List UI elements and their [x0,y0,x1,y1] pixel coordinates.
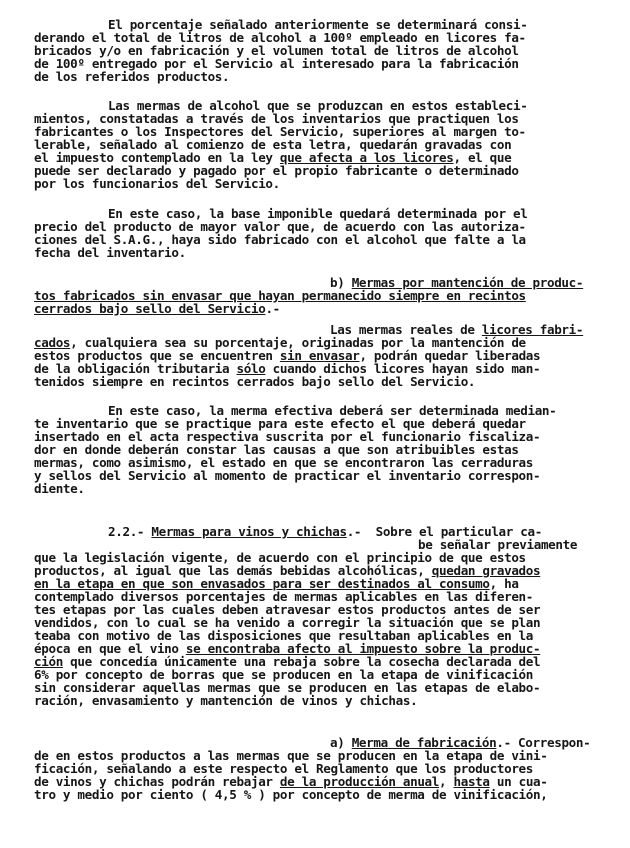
text-line: precio del producto de mayor valor que, de acuerdo con las autoriza- [34,219,526,234]
text-line: diente. [34,481,85,496]
underlined-text: sólo [236,361,266,376]
text-line: de en estos productos a las mermas que se producen en la etapa de vini- [34,748,548,763]
text-line: por los funcionarios del Servicio. [34,176,280,191]
text-line: te inventario que se practique para este efecto el que deberá quedar [34,416,526,431]
text-line: be señalar previamente [418,537,578,552]
underlined-text: Mermas para vinos y chichas [151,524,347,539]
text-line: tenidos siempre en recintos cerrados bajo sello del Servicio. [34,374,476,389]
text-segment: , [439,774,454,789]
text-line: En este caso, la base imponible quedará determinada por el [108,206,528,221]
text-segment: .- Sobre el particular ca- [346,524,542,539]
text-segment: .- Correspon- [496,735,591,750]
text-segment: época en que el vino [34,641,186,656]
text-segment: que concedía únicamente una rebaja sobre la cosecha declarada del [62,654,541,669]
text-segment: el impuesto contemplado en la ley [34,150,280,165]
text-segment: de vinos y chichas podrán rebajar [34,774,280,789]
underlined-text: tos fabricados sin envasar que hayan permanecido siempre en recintos [34,288,526,303]
text-segment: b) [330,275,352,290]
text-line: contemplado diversos porcentajes de mermas aplicables en las diferen- [34,589,534,604]
text-segment: , cualquiera sea su porcentaje, originadas por la mantención de [70,335,526,350]
text-line: tro y medio por ciento ( 4,5 % ) por concepto de merma de vinificación, [34,787,548,802]
text-segment: Las mermas reales de [330,322,482,337]
text-segment: , ha [489,576,519,591]
text-segment: , podrán quedar liberadas [359,348,541,363]
text-segment: un cua- [489,774,548,789]
text-segment: .- [265,301,280,316]
text-segment: de la obligación tributaria [34,361,237,376]
text-line: tes etapas por las cuales deben atravesar estos productos antes de ser [34,602,541,617]
text-line: ficación, señalando a este respecto el Reglamento que los productores [34,761,534,776]
text-line: sin considerar aquellas mermas que se producen en las etapas de elabo- [34,680,541,695]
underlined-text: Mermas por mantención de produc- [351,275,584,290]
text-segment: 2.2.- [108,524,152,539]
text-segment: a) [330,735,352,750]
underlined-text: cerrados bajo sello del Servicio [34,301,266,316]
underlined-text: ción [34,654,63,669]
text-line: vendidos, con lo cual se ha venido a corregir la situación que se plan [34,615,541,630]
text-line: Las mermas de alcohol que se produzcan en estos estableci- [108,98,528,113]
underlined-text: quedan gravados [431,563,541,578]
text-line: de 100º entregado por el Servicio al interesado para la fabricación [34,56,519,71]
text-line: lerable, señalado al comienzo de esta letra, quedarán gravadas con [34,137,512,152]
text-line: bricados y/o en fabricación y el volumen total de litros de alcohol [34,43,519,58]
underlined-text: hasta [453,774,490,789]
underlined-text: sin envasar [279,348,360,363]
text-line: y sellos del Servicio al momento de practicar el inventario correspon- [34,468,541,483]
underlined-text: cados [34,335,71,350]
text-segment: productos, al igual que las demás bebidas alcohólicas, [34,563,432,578]
text-line: mermas, como asimismo, el estado en que se encontraron las cerraduras [34,455,534,470]
text-line: insertado en el acta respectiva suscrita por el funcionario fiscaliza- [34,429,541,444]
text-segment: , el que [453,150,512,165]
text-line: derando el total de litros de alcohol a 100º empleado en licores fa- [34,30,526,45]
underlined-text: que afecta a los licores [279,150,454,165]
underlined-text: se encontraba afecto al impuesto sobre la produc- [185,641,541,656]
text-line: ciones del S.A.G., haya sido fabricado con el alcohol que falte a la [34,232,526,247]
underlined-text: en la etapa en que son envasados para ser destinados al consumo [34,576,490,591]
text-line: de los referidos productos. [34,69,230,84]
text-line: fabricantes o los Inspectores del Servicio, superiores al margen to- [34,124,526,139]
text-line [34,302,280,315]
text-segment: cuando dichos licores hayan sido man- [265,361,541,376]
text-line: 6% por concepto de borras que se producen en la etapa de vinificación [34,667,534,682]
underlined-text: licores fabri- [481,322,584,337]
text-line: dor en donde deberán constar las causas a que son atribuibles estas [34,442,519,457]
text-line: En este caso, la merma efectiva deberá ser determinada median- [108,403,557,418]
underlined-text: Merma de fabricación [351,735,497,750]
text-line: ración, envasamiento y mantención de vinos y chichas. [34,693,418,708]
text-line: teaba con motivo de las disposiciones que resultaban aplicables en la [34,628,534,643]
text-segment: estos productos que se encuentren [34,348,280,363]
text-line: El porcentaje señalado anteriormente se determinará consi- [108,17,528,32]
underlined-text: de la producción anual [279,774,440,789]
text-line: puede ser declarado y pagado por el propio fabricante o determinado [34,163,519,178]
text-line: que la legislación vigente, de acuerdo con el principio de que estos [34,550,526,565]
text-line: mientos, constatadas a través de los inventarios que practiquen los [34,111,519,126]
text-line: fecha del inventario. [34,245,186,260]
